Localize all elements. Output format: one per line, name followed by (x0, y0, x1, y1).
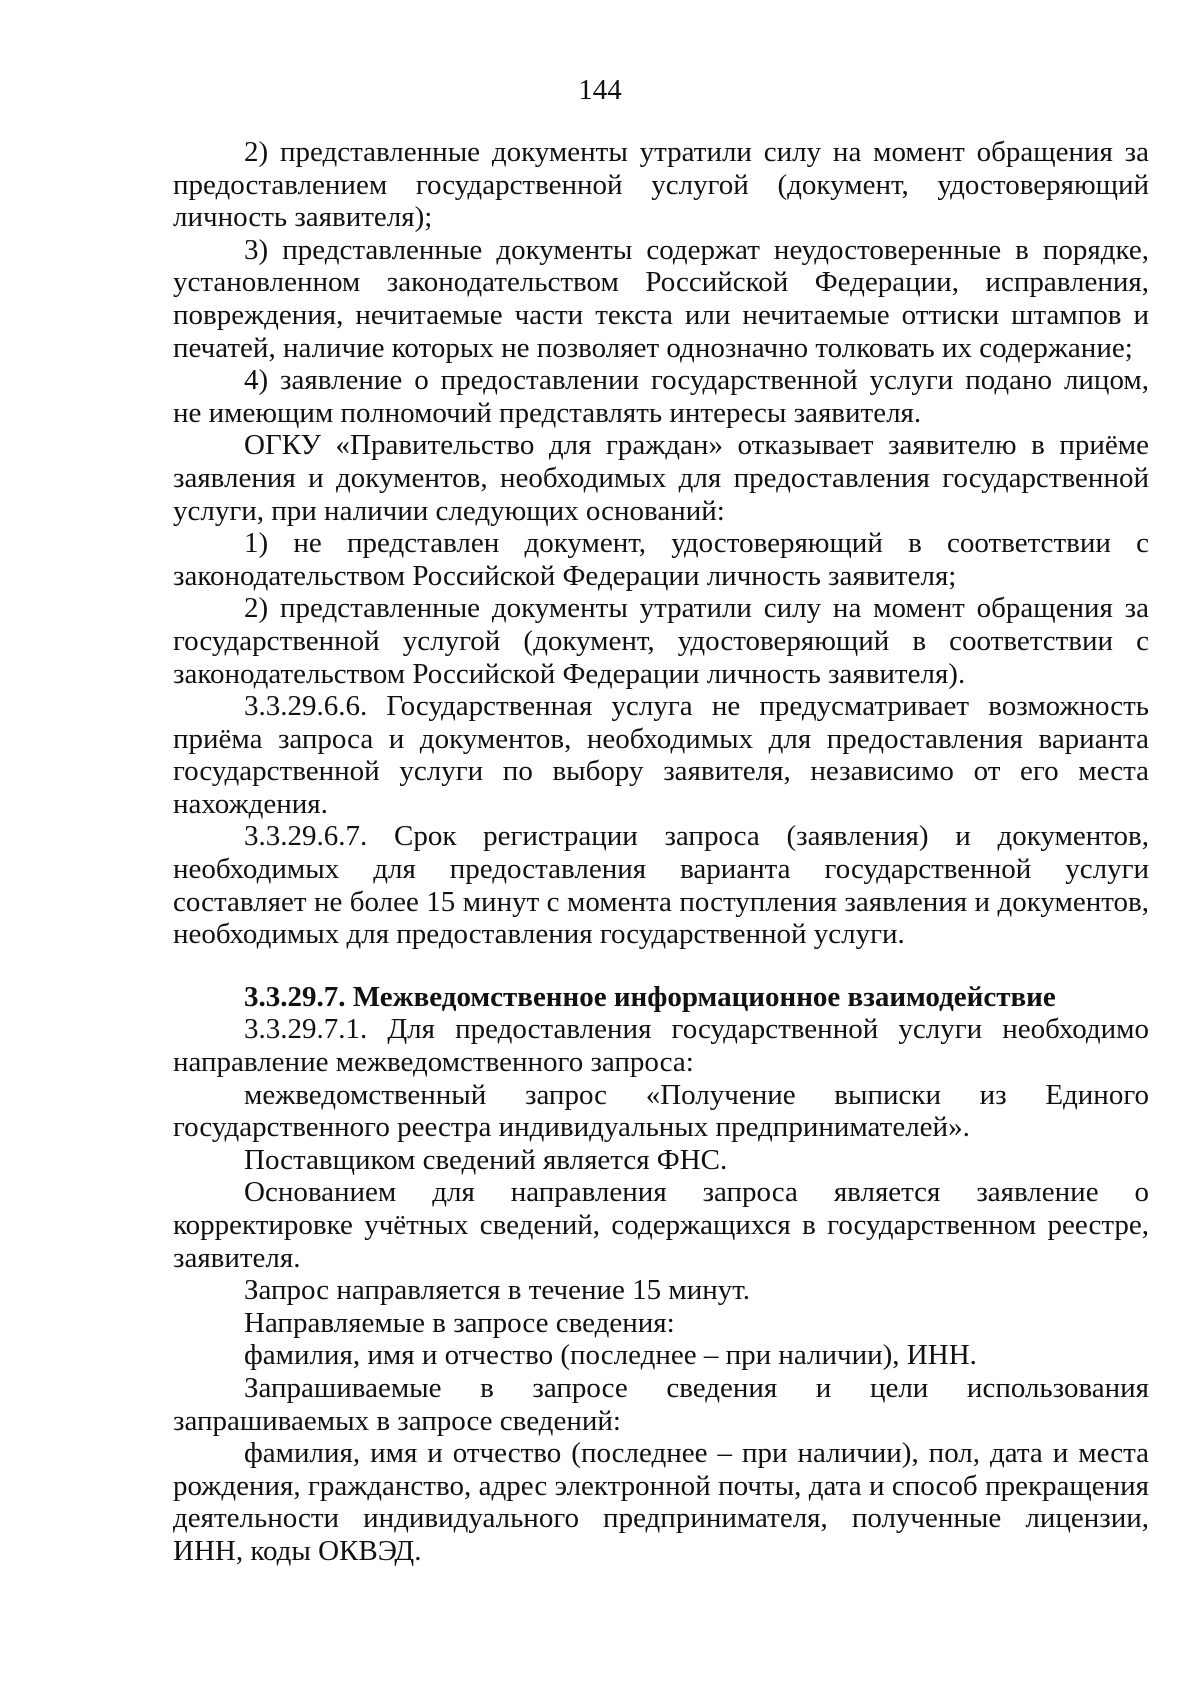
paragraph-requested-info: фамилия, имя и отчество (последнее – при наличии), пол, дата и места рождения, гражданство, адрес электронной почты, дата и способ прекращения деятельности индивидуального предпринимателя, полученные лицензии, ИНН, коды ОКВЭД. (173, 1437, 1149, 1567)
paragraph-ogku-item-1: 1) не представлен документ, удостоверяющий в соответствии с законодательством Российской Федерации личность заявителя; (173, 527, 1149, 592)
paragraph-basis: Основанием для направления запроса является заявление о корректировке учётных сведений, содержащихся в государственном реестре, заявителя. (173, 1176, 1149, 1274)
page-number: 144 (578, 74, 622, 106)
paragraph-request-time: Запрос направляется в течение 15 минут. (244, 1274, 751, 1307)
paragraph-interagency-request: межведомственный запрос «Получение выписки из Единого государственного реестра индивидуальных предпринимателей». (173, 1078, 1149, 1144)
document-body (173, 136, 1149, 1568)
paragraph-sent-info-label: Направляемые в запросе сведения: (244, 1306, 675, 1339)
paragraph-ogku-refusal: ОГКУ «Правительство для граждан» отказывает заявителю в приёме заявления и документов, необходимых для предоставления государственной услуги, при наличии следующих оснований: (173, 429, 1149, 527)
paragraph-refusal-item-4: 4) заявление о предоставлении государственной услуги подано лицом, не имеющим полномочий представлять интересы заявителя. (173, 364, 1149, 429)
paragraph-ogku-item-2: 2) представленные документы утратили силу на момент обращения за государственной услугой (документ, удостоверяющий в соответствии с законодательством Российской Федерации личность заявителя). (173, 592, 1149, 690)
paragraph-requested-info-label: Запрашиваемые в запросе сведения и цели использования запрашиваемых в запросе сведений: (173, 1371, 1149, 1437)
paragraph-provider: Поставщиком сведений является ФНС. (244, 1143, 728, 1176)
section-heading: 3.3.29.7. Межведомственное информационное взаимодействие (244, 980, 1056, 1013)
paragraph-refusal-item-2: 2) представленные документы утратили силу на момент обращения за предоставлением государственной услугой (документ, удостоверяющий личность заявителя); (173, 136, 1149, 234)
paragraph-3-3-29-7-1: 3.3.29.7.1. Для предоставления государственной услуги необходимо направление межведомственного запроса: (173, 1013, 1149, 1079)
paragraph-3-3-29-6-7: 3.3.29.6.7. Срок регистрации запроса (заявления) и документов, необходимых для предоставления варианта государственной услуги составляет не более 15 минут с момента поступления заявления и документов, необходимых для предоставления государственной услуги. (173, 820, 1149, 951)
paragraph-3-3-29-6-6: 3.3.29.6.6. Государственная услуга не предусматривает возможность приёма запроса и документов, необходимых для предоставления варианта государственной услуги по выбору заявителя, независимо от его места нахождения. (173, 690, 1149, 820)
paragraph-sent-info: фамилия, имя и отчество (последнее – при наличии), ИНН. (244, 1339, 977, 1372)
paragraph-refusal-item-3: 3) представленные документы содержат неудостоверенные в порядке, установленном законодательством Российской Федерации, исправления, повреждения, нечитаемые части текста или нечитаемые оттиски штампов и печатей, наличие которых не позволяет однозначно толковать их содержание; (173, 233, 1149, 364)
